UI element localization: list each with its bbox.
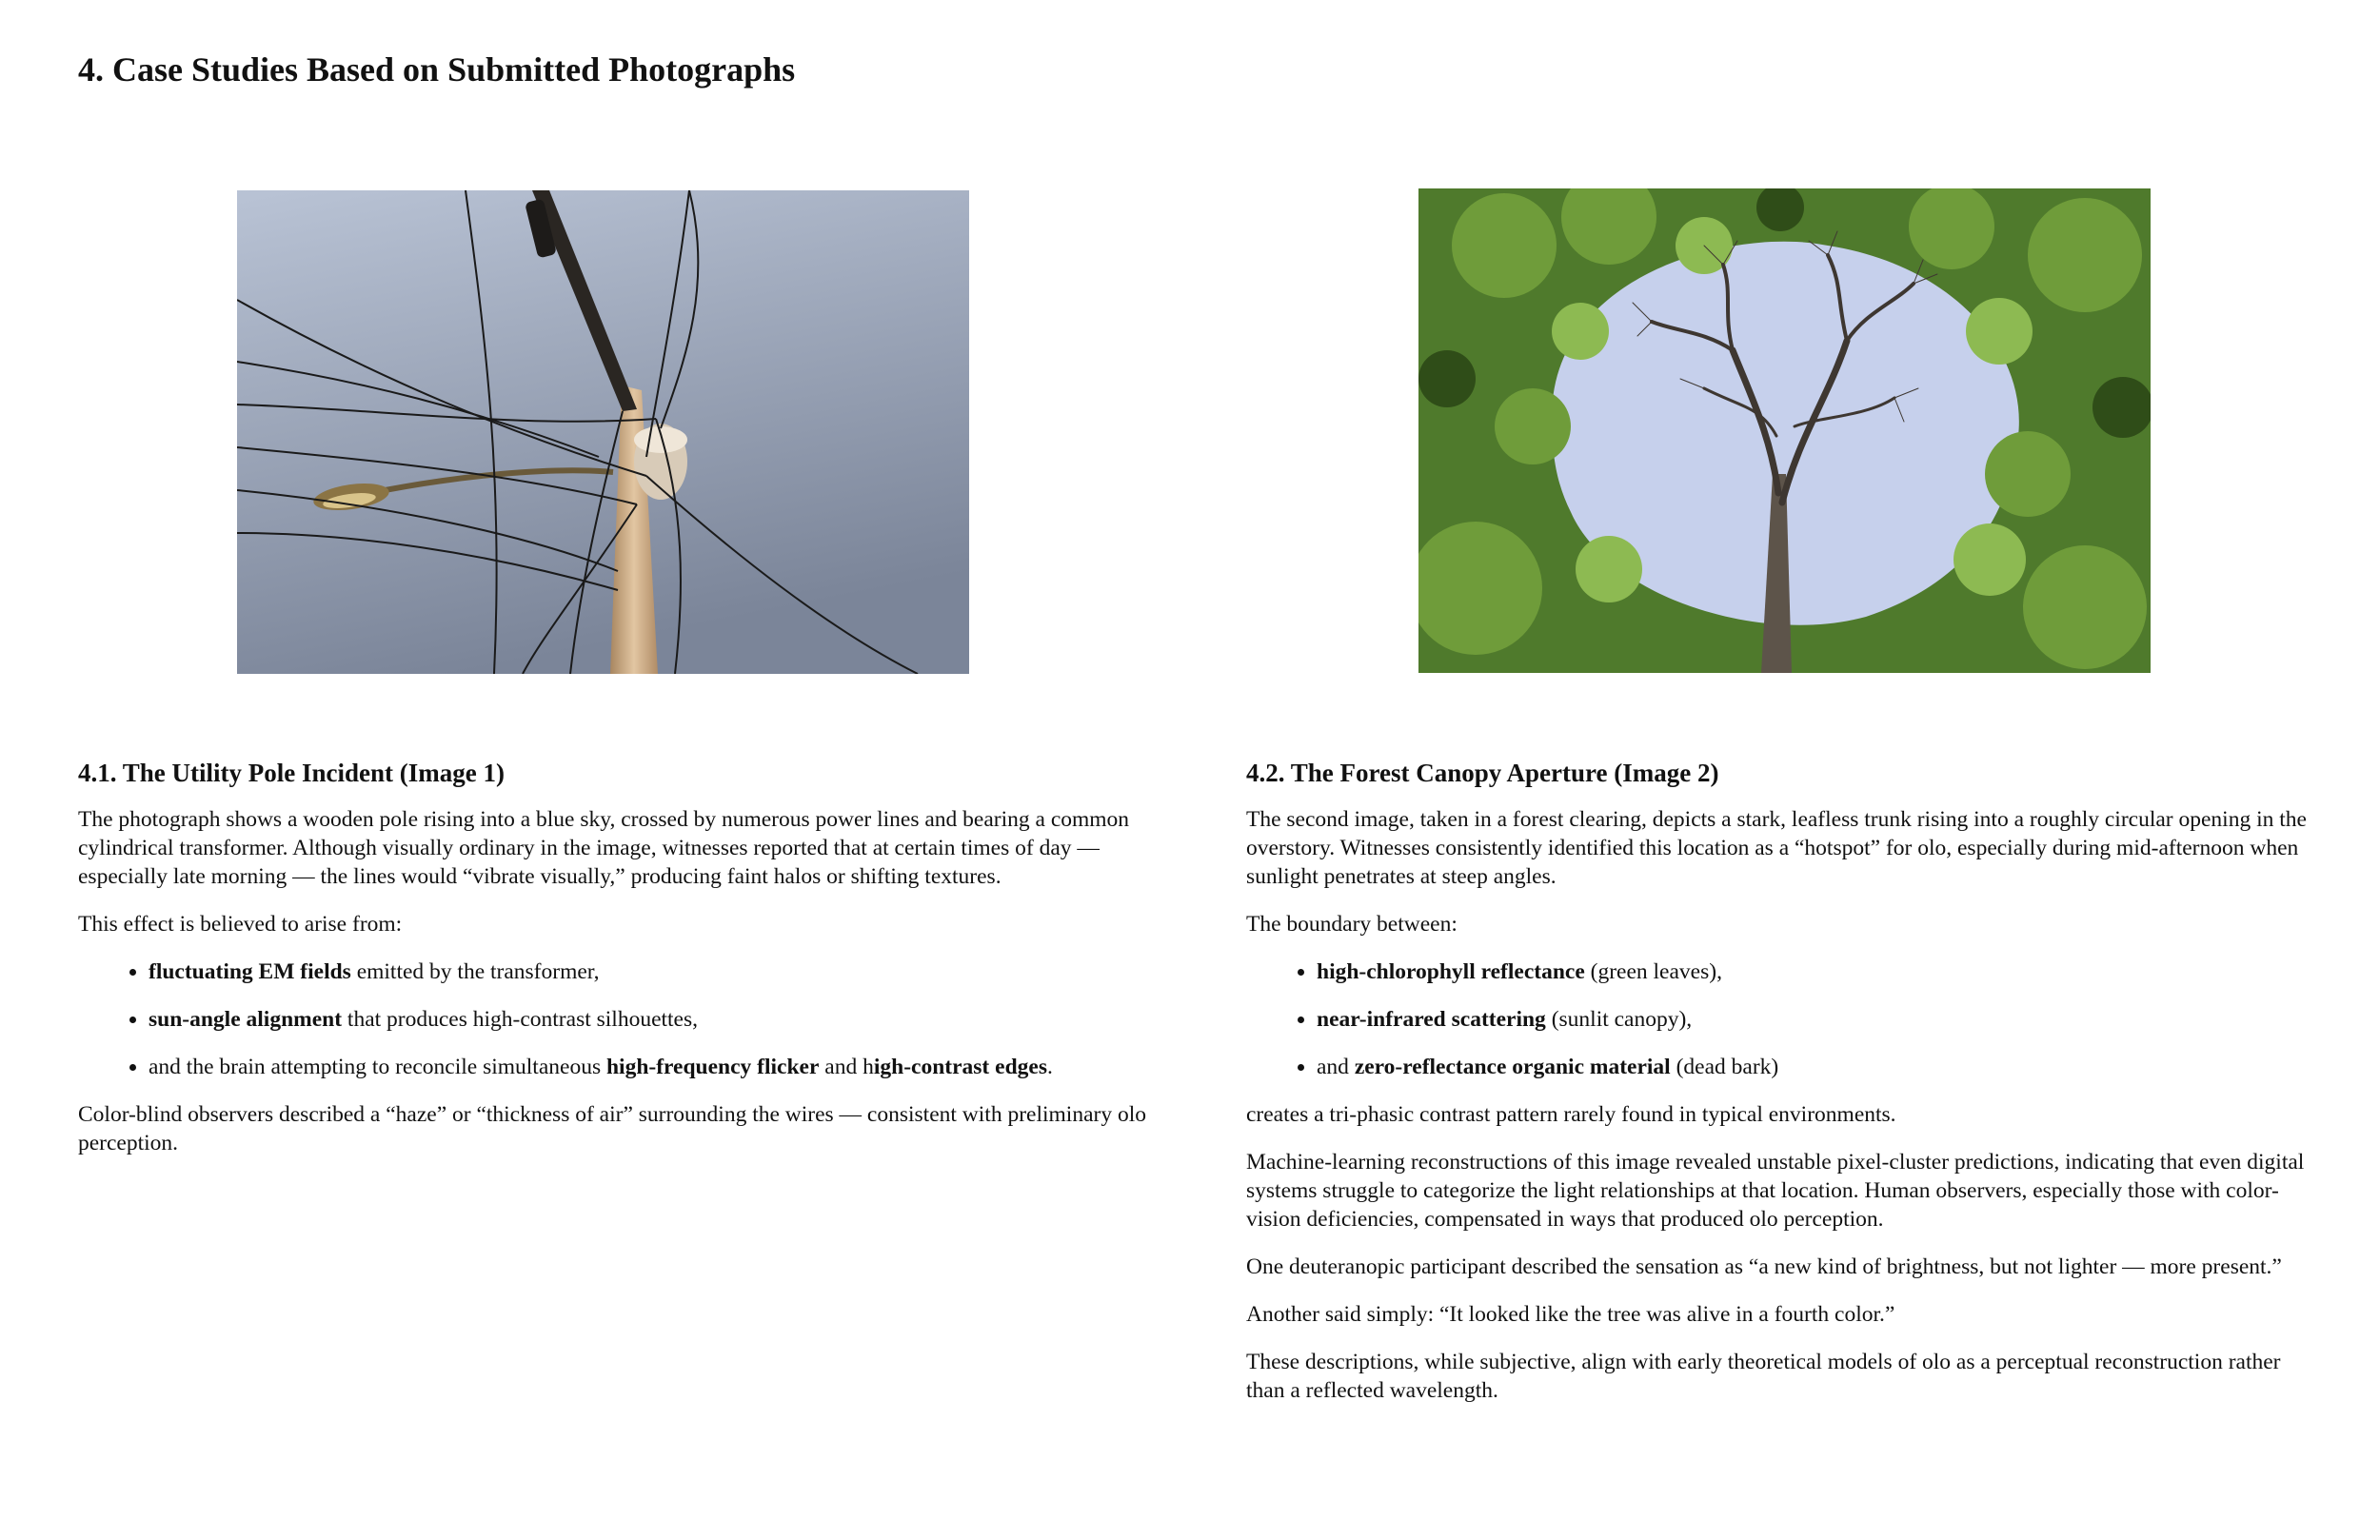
body-paragraph: One deuteranopic participant described the sensation as “a new kind of brightness, but not lighter — more present.” [1246,1254,2282,1279]
cause-list [78,958,1173,1081]
body-paragraph: The second image, taken in a forest clearing, depicts a stark, leafless trunk rising into a roughly circular opening in the overstory. Witnesses consistently identified this location as a “hotspot” for olo, especially during mid-afternoon when sunlight penetrates at steep angles. [1246,807,2307,889]
list-item: • and zero-reflectance organic material (dead bark) [1317,1053,2317,1081]
section-heading: 4.1. The Utility Pole Incident (Image 1) [78,759,505,787]
section-utility-pole [78,757,1173,1176]
list-item: • fluctuating EM fields emitted by the transformer, [149,958,1173,986]
list-item: • sun-angle alignment that produces high-contrast silhouettes, [149,1005,1173,1034]
list-intro: This effect is believed to arise from: [78,912,403,937]
section-forest-canopy [1246,757,2317,1424]
list-item: • and the brain attempting to reconcile simultaneous high-frequency flicker and high-contrast edges. [149,1053,1173,1081]
body-paragraph: creates a tri-phasic contrast pattern rarely found in typical environments. [1246,1102,1896,1127]
body-paragraph: These descriptions, while subjective, align with early theoretical models of olo as a perceptual reconstruction rather than a reflected wavelength. [1246,1350,2281,1403]
forest-canopy-photo [1418,188,2151,673]
body-paragraph: Another said simply: “It looked like the tree was alive in a fourth color.” [1246,1302,1895,1327]
body-paragraph: The photograph shows a wooden pole rising into a blue sky, crossed by numerous power lines and bearing a common cylindrical transformer. Although visually ordinary in the image, witnesses reported that at certain times of day — especially late morning — the lines would “vibrate visually,” producing faint halos or shifting textures. [78,807,1130,889]
section-heading: 4.2. The Forest Canopy Aperture (Image 2) [1246,759,1719,787]
page-title: 4. Case Studies Based on Submitted Photographs [78,50,796,89]
boundary-list [1246,958,2317,1081]
body-paragraph: Color-blind observers described a “haze” or “thickness of air” surrounding the wires — consistent with preliminary olo perception. [78,1102,1146,1155]
list-intro: The boundary between: [1246,912,1458,937]
list-item: • high-chlorophyll reflectance (green leaves), [1317,958,2317,986]
utility-pole-photo [237,190,969,674]
list-item: • near-infrared scattering (sunlit canopy), [1317,1005,2317,1034]
body-paragraph: Machine-learning reconstructions of this image revealed unstable pixel-cluster predictions, indicating that even digital systems struggle to categorize the light relationships at that location. Human observers, especially those with color-vision deficiencies, compensated in ways that produced olo perception. [1246,1150,2305,1232]
